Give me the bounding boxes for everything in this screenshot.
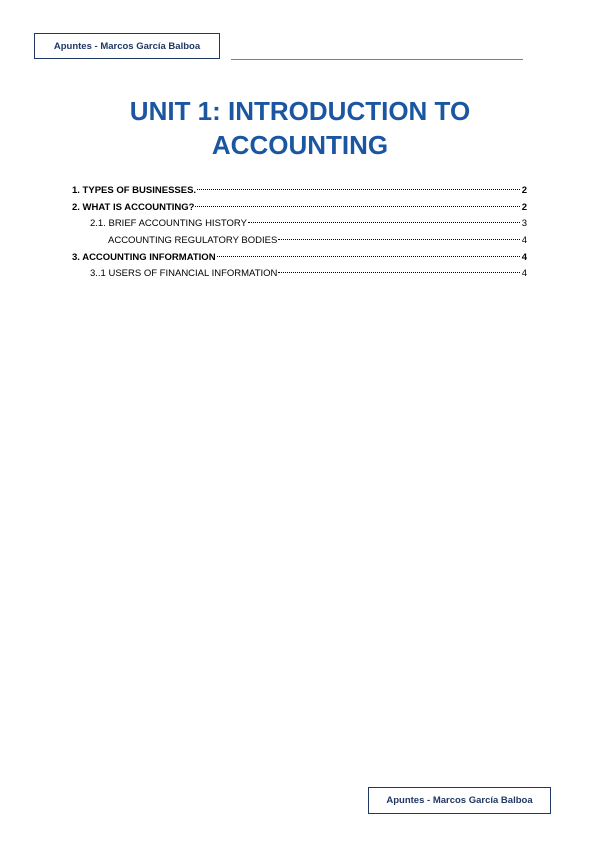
toc-dot-leader [278, 272, 520, 273]
page-title-line-2: ACCOUNTING [211, 130, 389, 160]
footer-brand-box [368, 787, 551, 814]
toc-entry-page: 2 [521, 201, 527, 213]
toc-entry-brief-accounting-history[interactable] [72, 216, 527, 233]
header-brand-text: Apuntes - Marcos García Balboa [53, 40, 201, 52]
toc-entry-label: 1. TYPES OF BUSINESSES. [72, 185, 197, 196]
toc-entry-label: 2.1. BRIEF ACCOUNTING HISTORY [90, 218, 247, 230]
toc-dot-leader [195, 206, 520, 207]
toc-entry-accounting-regulatory-bodies[interactable] [72, 233, 527, 250]
toc-entry-label: 3..1 USERS OF FINANCIAL INFORMATION [90, 268, 278, 280]
page-title-line-1: UNIT 1: INTRODUCTION TO [129, 96, 471, 126]
header-rule [231, 59, 523, 60]
toc-entry-label: 2. WHAT IS ACCOUNTING? [72, 201, 195, 213]
toc-entry-what-is-accounting[interactable] [72, 200, 527, 217]
toc-dot-leader [197, 189, 520, 190]
toc-entry-page: 3 [521, 218, 527, 230]
toc-entry-page: 4 [521, 268, 527, 280]
toc-entry-page: 4 [521, 235, 527, 247]
table-of-contents [72, 183, 527, 283]
toc-entry-accounting-information[interactable] [72, 250, 527, 267]
page-title [0, 94, 600, 162]
toc-dot-leader [278, 239, 520, 240]
toc-entry-types-of-businesses[interactable] [72, 183, 527, 200]
toc-dot-leader [248, 222, 520, 223]
toc-entry-page: 4 [521, 251, 527, 263]
toc-entry-label: ACCOUNTING REGULATORY BODIES [108, 235, 278, 247]
header-brand-box [34, 33, 220, 59]
toc-entry-label: 3. ACCOUNTING INFORMATION [72, 251, 216, 263]
toc-entry-page: 2 [521, 185, 527, 196]
toc-entry-users-of-financial-information[interactable] [72, 266, 527, 283]
footer-brand-text: Apuntes - Marcos García Balboa [386, 795, 533, 806]
toc-dot-leader [217, 256, 520, 257]
